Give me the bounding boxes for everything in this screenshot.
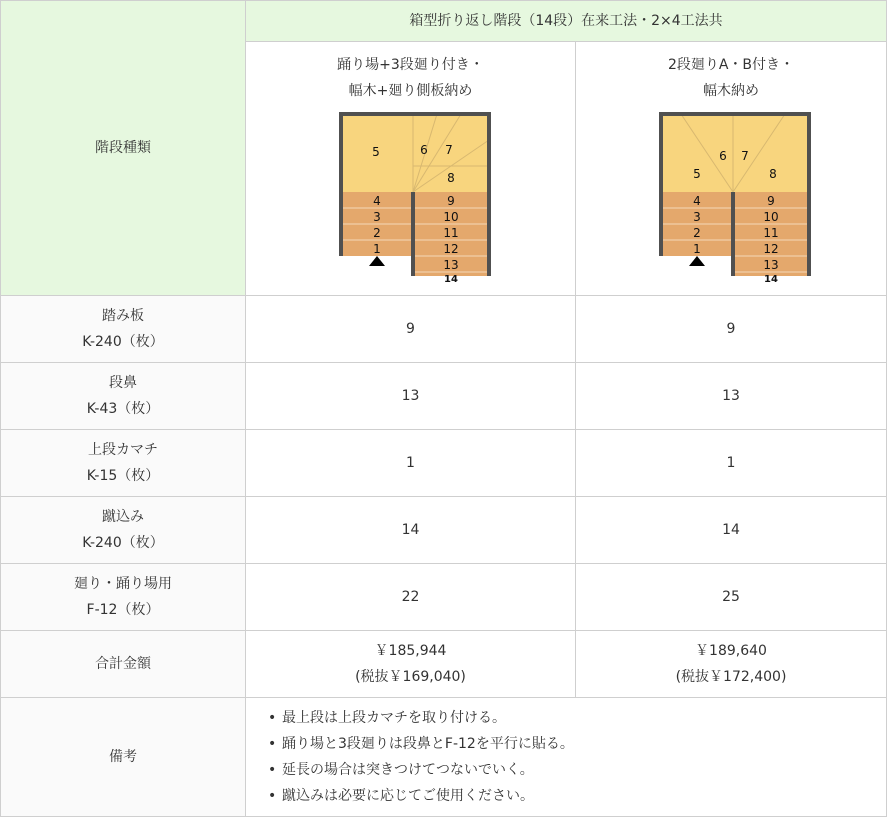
step-label: 11: [442, 226, 459, 240]
step-label: 7: [444, 143, 453, 157]
row-label-line2: K-15（枚）: [86, 468, 160, 484]
row-label-line2: F-12（枚）: [86, 602, 160, 618]
row-label: [1, 363, 246, 430]
step-label: 9: [767, 194, 775, 208]
value-cell: 13: [576, 363, 887, 430]
value-cell: 25: [576, 564, 887, 631]
step-label: 2: [372, 226, 381, 240]
value-cell: 1: [246, 430, 576, 497]
notes-row: [1, 698, 887, 817]
step-label: 7: [741, 149, 749, 163]
total-value-2: [576, 631, 887, 698]
value-cell: 14: [576, 497, 887, 564]
step-label: 4: [693, 194, 701, 208]
step-label: 11: [763, 226, 779, 240]
notes-list: [266, 705, 886, 809]
step-label: 1: [372, 242, 381, 256]
row-label-line1: 蹴込み: [102, 509, 144, 525]
step-label: 10: [442, 210, 459, 224]
total-label: 合計金額: [1, 631, 246, 698]
row-label: [1, 430, 246, 497]
type2-heading-line1: 2段廻りA・B付き・: [667, 57, 795, 73]
main-title: 箱型折り返し階段（14段）在来工法・2×4工法共: [409, 13, 723, 29]
type-label: 階段種類: [95, 140, 151, 156]
notes-label: 備考: [1, 698, 246, 817]
total-price: ￥189,640: [695, 643, 767, 659]
step-label: 1: [693, 242, 701, 256]
row-label-line1: 廻り・踊り場用: [74, 576, 172, 592]
step-label: 13: [442, 258, 459, 272]
value-cell: 13: [246, 363, 576, 430]
step-label: 9: [446, 194, 455, 208]
type1-cell: [246, 42, 576, 296]
note-item: • 延長の場合は突きつけてつないでいく。: [272, 757, 886, 783]
table-row: [1, 363, 887, 430]
top-step-label: 14: [764, 274, 778, 284]
value-cell: 22: [246, 564, 576, 631]
row-label: [1, 497, 246, 564]
step-label: 8: [446, 171, 455, 185]
step-label: 8: [769, 167, 777, 181]
step-label: 4: [372, 194, 381, 208]
total-price-excl-tax: (税抜￥169,040): [355, 669, 466, 685]
step-label: 5: [693, 167, 701, 181]
note-item: • 踊り場と3段廻りは段鼻とF-12を平行に貼る。: [272, 731, 886, 757]
value-cell: 1: [576, 430, 887, 497]
row-label-line2: K-240（枚）: [82, 334, 164, 350]
step-label: 12: [442, 242, 459, 256]
main-title-cell: [246, 1, 887, 42]
type2-heading-line2: 幅木納め: [703, 83, 759, 99]
table-row: [1, 564, 887, 631]
table-row: [1, 296, 887, 363]
type-label-cell: [1, 1, 246, 296]
row-label: [1, 296, 246, 363]
step-label: 12: [763, 242, 779, 256]
type1-heading-line2: 幅木+廻り側板納め: [348, 83, 473, 99]
row-label-line2: K-240（枚）: [82, 535, 164, 551]
stair-diagram-2-winders: [651, 106, 811, 284]
up-arrow-icon: [689, 256, 705, 266]
type2-heading: [576, 52, 886, 104]
type2-cell: [576, 42, 887, 296]
total-price-excl-tax: (税抜￥172,400): [675, 669, 787, 685]
table-row: [1, 497, 887, 564]
value-cell: 9: [246, 296, 576, 363]
top-step-label: 14: [443, 274, 458, 284]
note-item: • 蹴込みは必要に応じてご使用ください。: [272, 783, 886, 809]
step-label: 2: [693, 226, 701, 240]
total-value-1: [246, 631, 576, 698]
value-cell: 9: [576, 296, 887, 363]
up-arrow-icon: [369, 256, 385, 266]
type1-heading: [246, 52, 575, 104]
step-label: 3: [693, 210, 701, 224]
total-price: ￥185,944: [374, 643, 447, 659]
total-row: [1, 631, 887, 698]
table-row: [1, 430, 887, 497]
step-label: 6: [419, 143, 428, 157]
stair-diagram-landing-3-winders: [331, 106, 491, 284]
step-label: 5: [371, 145, 380, 159]
notes-cell: [246, 698, 887, 817]
value-cell: 14: [246, 497, 576, 564]
row-label: [1, 564, 246, 631]
note-item: • 最上段は上段カマチを取り付ける。: [272, 705, 886, 731]
row-label-line1: 上段カマチ: [88, 442, 158, 458]
row-label-line1: 段鼻: [109, 375, 137, 391]
type1-heading-line1: 踊り場+3段廻り付き・: [337, 57, 484, 73]
step-label: 6: [719, 149, 727, 163]
row-label-line2: K-43（枚）: [86, 401, 160, 417]
step-label: 10: [763, 210, 779, 224]
step-label: 13: [763, 258, 779, 272]
step-label: 3: [372, 210, 381, 224]
row-label-line1: 踏み板: [102, 308, 144, 324]
